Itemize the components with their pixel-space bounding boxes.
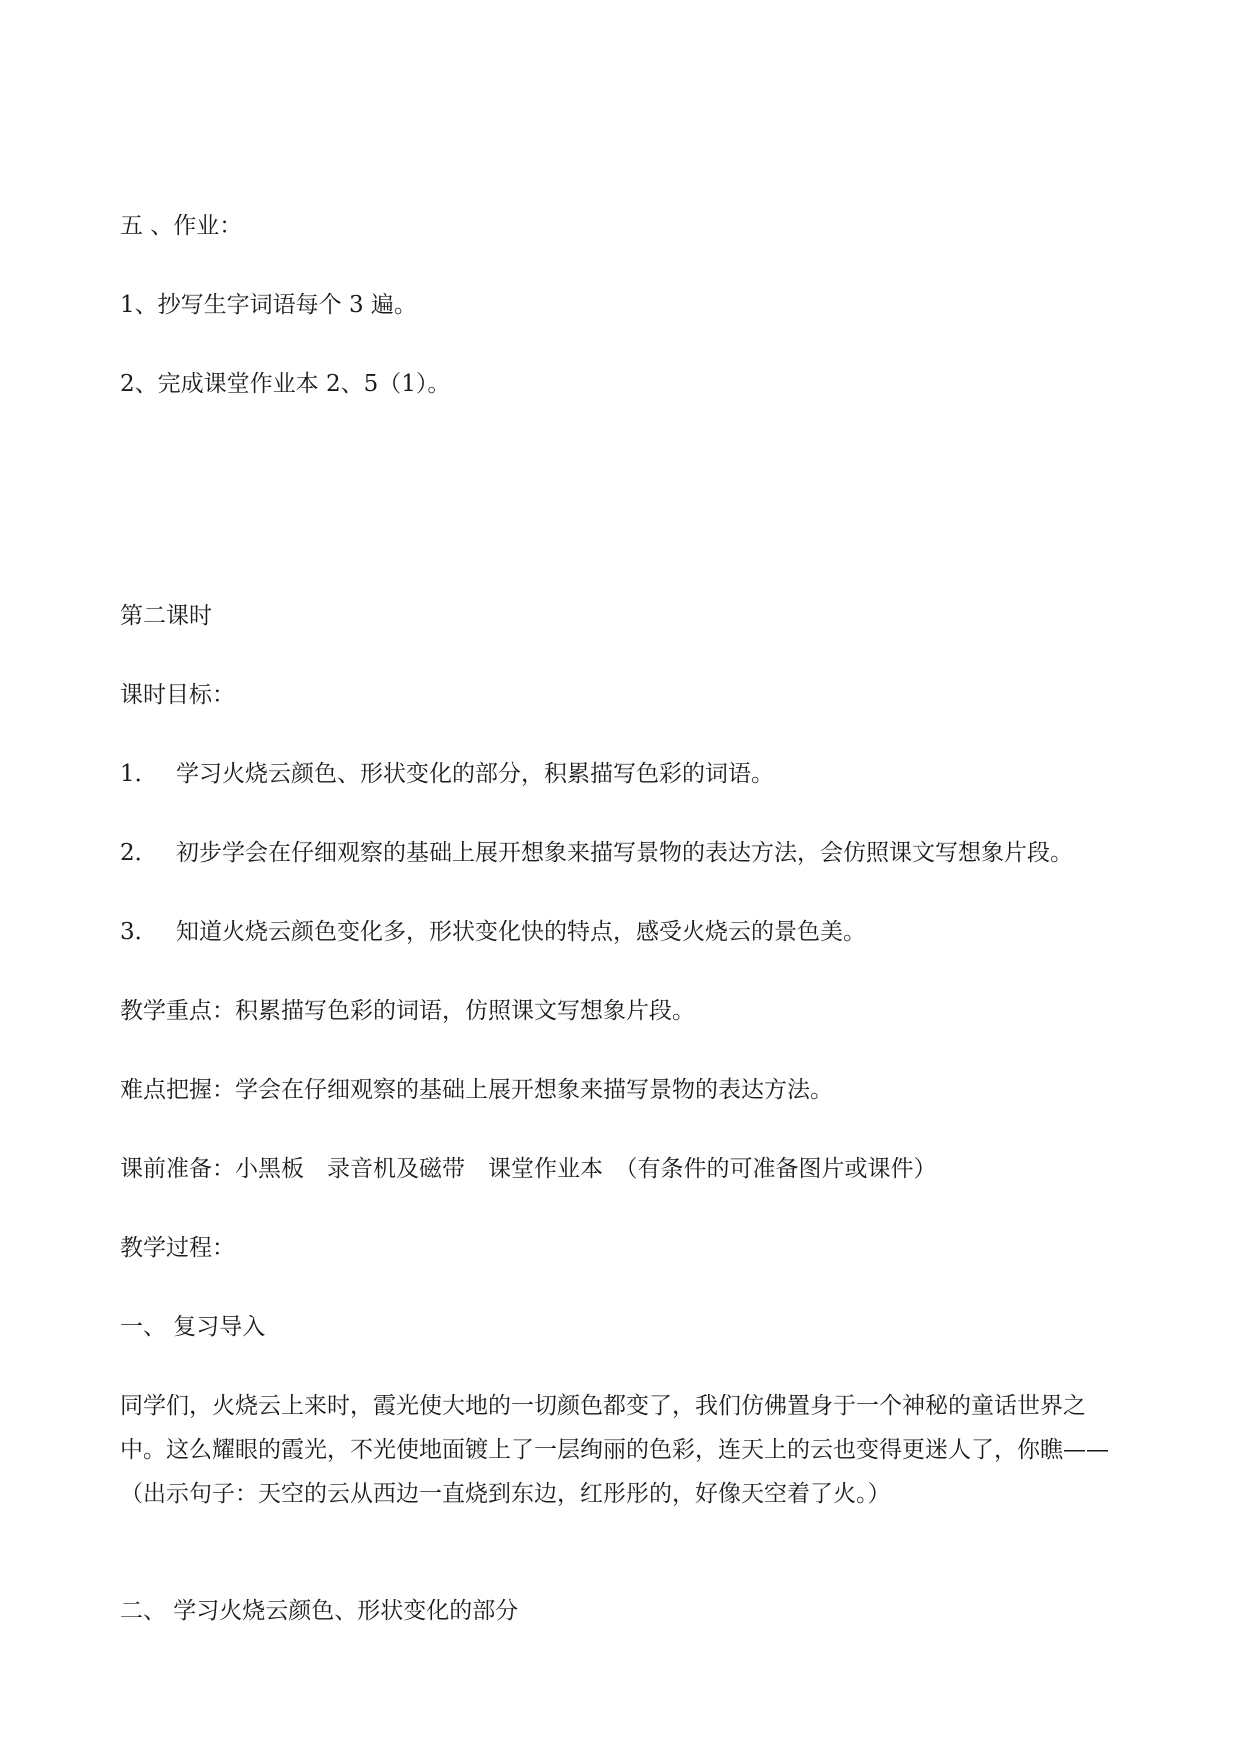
homework-item-1: 1、抄写生字词语每个 3 遍。 [120, 292, 417, 318]
step1-title: 一、 复习导入 [120, 1314, 266, 1340]
step1-paragraph: 同学们，火烧云上来时，霞光使大地的一切颜色都变了，我们仿佛置身于一个神秘的童话世界之中。这么耀眼的霞光，不光使地面镀上了一层绚丽的色彩，连天上的云也变得更迷人了，你瞧——（出示句子：天空的云从西边一直烧到东边，红彤彤的，好像天空着了火。） [120, 1393, 1109, 1507]
objective-text: 学习火烧云颜色、形状变化的部分，积累描写色彩的词语。 [176, 761, 774, 787]
objective-item-1 [120, 759, 774, 789]
objective-number: 2． [120, 840, 158, 866]
homework-item-2: 2、完成课堂作业本 2、5（1）。 [120, 371, 451, 397]
preparation: 课前准备：小黑板 录音机及磁带 课堂作业本 （有条件的可准备图片或课件） [120, 1156, 937, 1182]
objective-number: 1． [120, 761, 158, 787]
lesson-title: 第二课时 [120, 603, 212, 629]
step2-title: 二、 学习火烧云颜色、形状变化的部分 [120, 1598, 519, 1624]
objectives-label: 课时目标： [120, 682, 235, 708]
objective-item-2 [120, 838, 1073, 868]
process-label: 教学过程： [120, 1235, 235, 1261]
homework-heading: 五 、作业： [120, 213, 243, 239]
objective-text: 知道火烧云颜色变化多，形状变化快的特点，感受火烧云的景色美。 [176, 919, 866, 945]
key-points: 教学重点：积累描写色彩的词语，仿照课文写想象片段。 [120, 998, 695, 1024]
objective-item-3 [120, 917, 866, 947]
difficulty: 难点把握：学会在仔细观察的基础上展开想象来描写景物的表达方法。 [120, 1077, 833, 1103]
objective-text: 初步学会在仔细观察的基础上展开想象来描写景物的表达方法，会仿照课文写想象片段。 [176, 840, 1073, 866]
objective-number: 3． [120, 919, 158, 945]
